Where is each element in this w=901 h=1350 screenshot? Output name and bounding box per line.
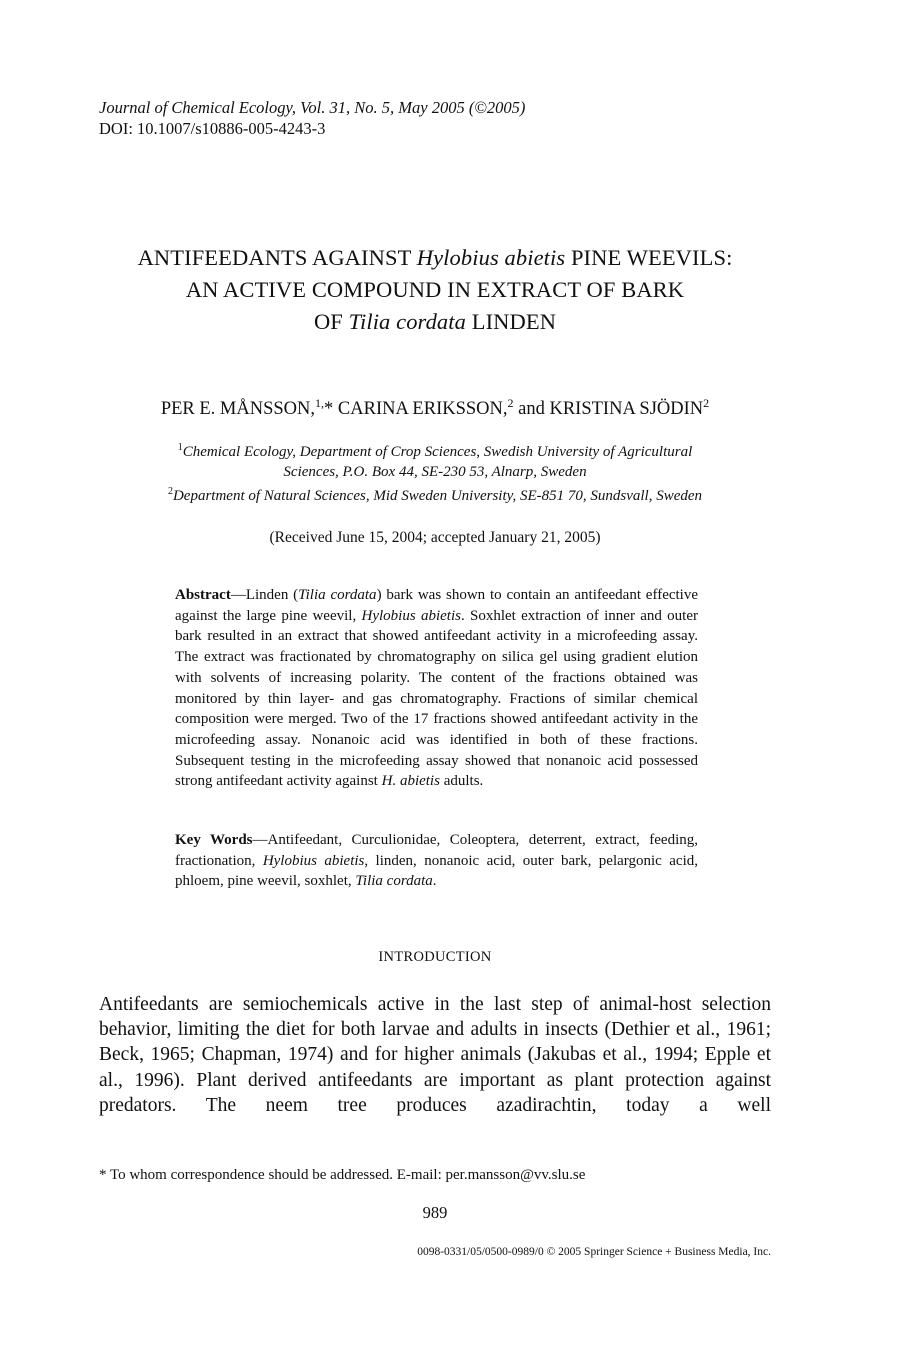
abstract-text: —Linden ( (230, 587, 299, 603)
title-species: Tilia cordata (348, 309, 466, 334)
author-2: CARINA ERIKSSON, (333, 399, 508, 419)
title-text: ANTIFEEDANTS AGAINST (137, 245, 417, 270)
affiliation-2-number: 2 (167, 486, 173, 497)
affiliation-1 (60, 442, 810, 482)
abstract-text: ) bark was shown to contain an antifeedant effective against the large pine weevil, (175, 587, 698, 624)
doi: DOI: 10.1007/s10886-005-4243-3 (99, 119, 326, 138)
abstract-label: Abstract (175, 587, 231, 603)
abstract-species: Hylobius abietis (361, 607, 461, 624)
affiliation-1-line-1: Chemical Ecology, Department of Crop Sciences, Swedish University of Agricultural (182, 444, 693, 460)
copyright-line: 0098-0331/05/0500-0989/0 © 2005 Springer Science + Business Media, Inc. (417, 1246, 771, 1258)
keywords-species: Hylobius abietis (262, 852, 365, 869)
keywords-text: . (432, 873, 437, 890)
corresponding-mark: * (324, 399, 334, 419)
author-3-affil: 2 (703, 396, 710, 410)
author-2-affil: 2 (507, 396, 514, 410)
abstract (175, 585, 698, 792)
key-words (175, 830, 698, 892)
title-line-1 (60, 242, 810, 274)
journal-header (99, 97, 525, 139)
affiliation-1-line-2: Sciences, P.O. Box 44, SE-230 53, Alnarp, Sweden (283, 464, 587, 480)
author-and: and (513, 399, 550, 419)
author-3: KRISTINA SJÖDIN (549, 399, 704, 419)
keywords-species: Tilia cordata (355, 873, 433, 890)
title-line-2: AN ACTIVE COMPOUND IN EXTRACT OF BARK (185, 277, 685, 302)
journal-citation: Journal of Chemical Ecology, Vol. 31, No. 5, May 2005 (©2005) (99, 98, 526, 117)
title-text: OF (313, 309, 349, 334)
affiliation-2-text: Department of Natural Sciences, Mid Sweden University, SE-851 70, Sundsvall, Sweden (172, 488, 703, 504)
abstract-species: Tilia cordata (298, 587, 377, 603)
abstract-text: adults. (439, 773, 484, 790)
correspondence-footnote: * To whom correspondence should be addressed. E-mail: per.mansson@vv.slu.se (99, 1167, 586, 1183)
abstract-species: H. abietis (381, 773, 440, 790)
affiliation-1-number: 1 (177, 442, 183, 453)
author-1: PER E. MÅNSSON, (160, 399, 316, 419)
page-number: 989 (422, 1203, 448, 1222)
keywords-text: —Antifeedant, Curculionidae, Coleoptera, deterrent, extract, feeding, fractionation, (175, 832, 698, 869)
introduction-paragraph: Antifeedants are semiochemicals active in the last step of animal-host selection behavior, limiting the diet for both larvae and adults in insects (Dethier et al., 1961; Beck, 1965; Chapman, 1974) and for higher animals (Jakubas et al., 1994; Epple et al., 1996). Plant derived antifeedants are important as plant protection against predators. The neem tree produces azadirachtin, today a well (99, 994, 771, 1116)
section-heading-introduction: INTRODUCTION (378, 949, 492, 965)
keywords-label: Key Words (175, 832, 253, 848)
article-title (60, 242, 810, 338)
title-species: Hylobius abietis (416, 245, 566, 270)
title-line-3 (60, 306, 810, 338)
received-dates: (Received June 15, 2004; accepted January 21, 2005) (269, 529, 601, 546)
title-text: LINDEN (466, 309, 557, 334)
author-list (60, 394, 810, 424)
abstract-text: . Soxhlet extraction of inner and outer bark resulted in an extract that showed antifeedant activity in a microfeeding assay. The extract was fractionated by chromatography on silica gel using gradient elution with solvents of increasing polarity. The content of the fractions obtained was monitored by thin layer- and gas chromatography. Fractions of similar chemical composition were merged. Two of the 17 fractions showed antifeedant activity in the microfeeding assay. Nonanoic acid was identified in both of these fractions. Subsequent testing in the microfeeding assay showed that nonanoic acid possessed strong antifeedant activity against (175, 607, 698, 790)
author-1-affil: 1, (315, 396, 325, 410)
title-text: PINE WEEVILS: (565, 245, 733, 270)
affiliation-2 (60, 486, 810, 506)
keywords-text: , linden, nonanoic acid, outer bark, pelargonic acid, phloem, pine weevil, soxhlet, (175, 852, 698, 890)
